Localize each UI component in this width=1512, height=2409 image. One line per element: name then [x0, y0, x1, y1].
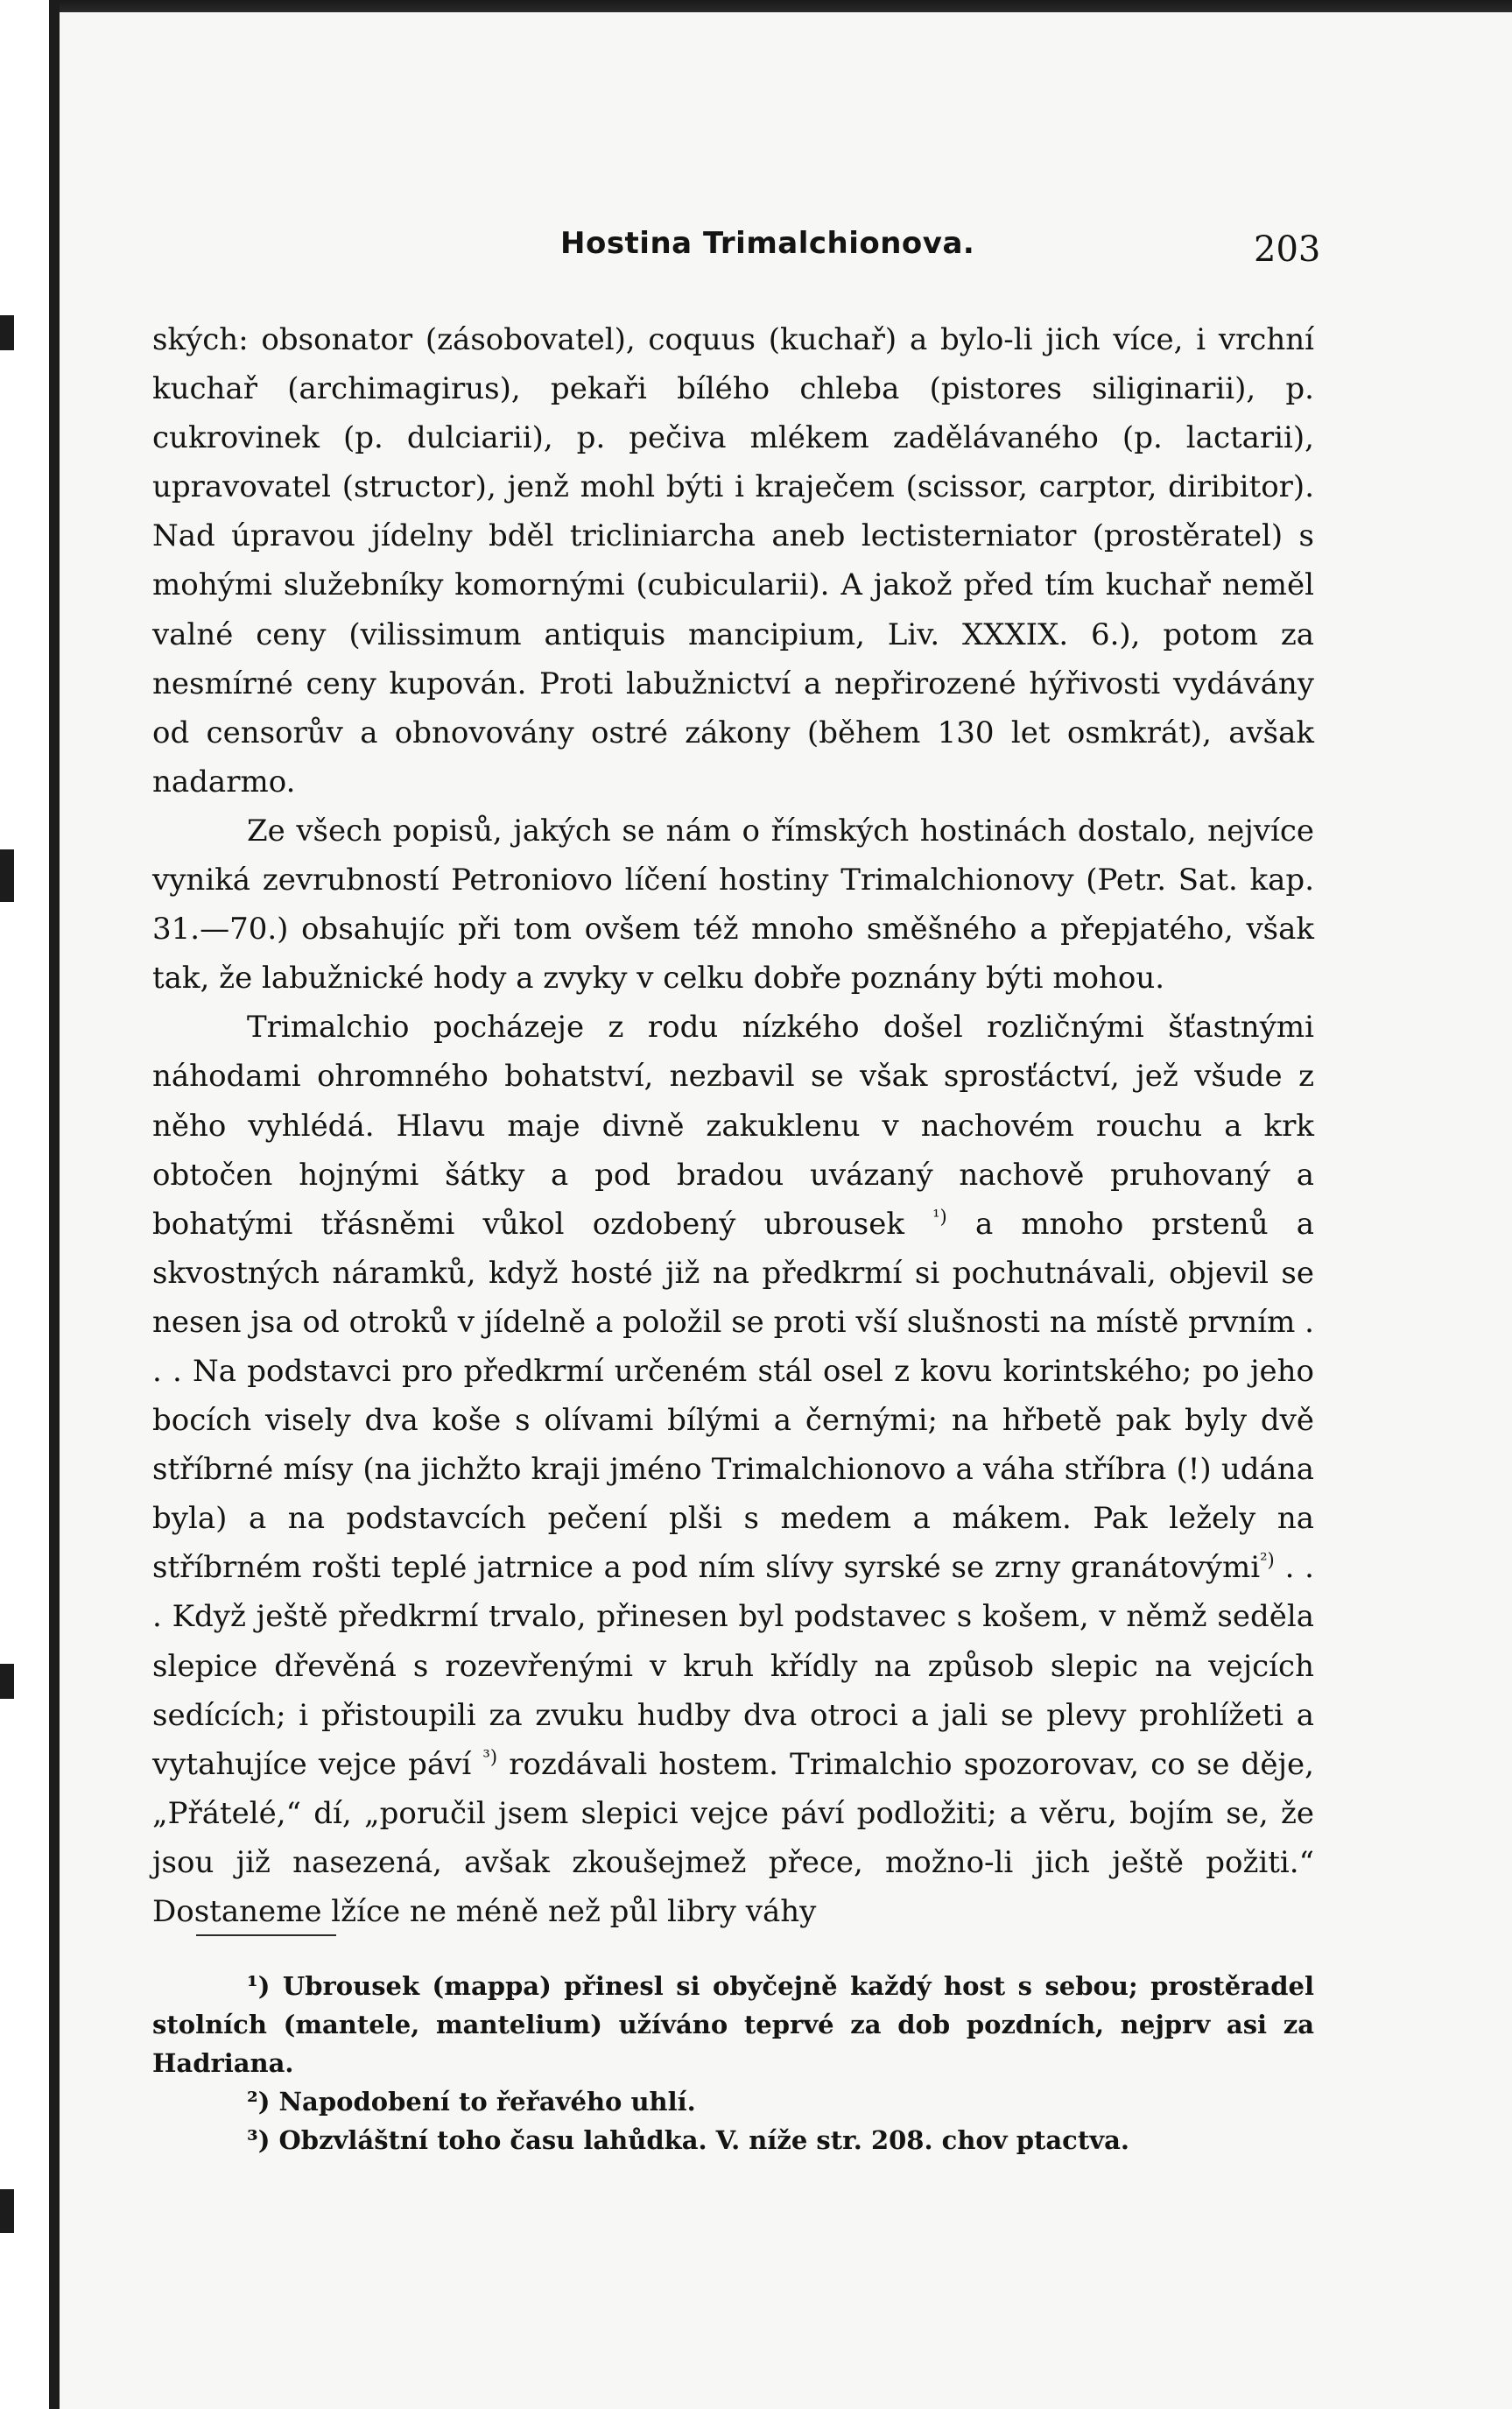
footnote-ref-2[interactable]: ²) [1260, 1549, 1275, 1572]
paragraph-2: Ze všech popisů, jakých se nám o římských hostinách dostalo, nejvíce vyniká zevrubností Petroniovo líčení hostiny Trimalchionovy (Petr. Sat. kap. 31.—70.) obsahujíc při tom ovšem též mnoho směšného a přepjatého, však tak, že labužnické hody a zvyky v celku dobře poznány býti mohou. [152, 813, 1314, 997]
footnote-ref-3[interactable]: ³) [482, 1745, 498, 1768]
page-number: 203 [1254, 229, 1321, 270]
footnote-2-text: Napodobení to řeřavého uhlí. [278, 2087, 696, 2117]
paragraph-1 [152, 315, 1314, 807]
footnote-3-text: Obzvláštní toho času lahůdka. V. níže str. 208. chov ptactva. [278, 2125, 1129, 2155]
scan-edge-mark [0, 1664, 14, 1699]
footnote-ref-1[interactable]: ¹) [932, 1205, 947, 1228]
paragraph-3-part-b: a mnoho prstenů a skvostných náramků, když hosté již na předkrmí si pochutnávali, objevil se nesen jsa od otroků v jídelně a položil se proti vší slušnosti na místě prvním . . . Na podstavci pro předkrmí určeném stál osel z kovu korintského; po jeho bocích visely dva koše s olívami bílými a černými; na hřbetě pak byly dvě stříbrné mísy (na jichžto kraji jméno Trimalchionovo a váha stříbra (!) udána byla) a na podstavcích pečení plši s medem a mákem. Pak ležely na stříbrném rošti teplé jatrnice a pod ním slívy syrské se zrny granátovými [152, 1206, 1315, 1586]
paragraph-1-prefix: s [152, 322, 168, 357]
footnote-3 [152, 2121, 1314, 2159]
paragraph-3-part-c: . . . Když ještě předkrmí trvalo, přinesen byl podstavec s košem, v němž seděla slepice dřevěná s rozevřenými v kruh křídly na způsob slepic na vejcích sedících; i přistoupili za zvuku hudby dva otroci a jali se plevy prohlížeti a vytahujíce vejce páví [152, 1550, 1314, 1782]
scan-left-margin [0, 0, 49, 2409]
running-title: Hostina Trimalchionova. [560, 226, 975, 261]
footnote-1-mark: ¹) [247, 1971, 271, 2001]
paragraph-3-part-d: rozdávali hostem. Trimalchio spozorovav, co se děje, „Přátelé,“ dí, „poručil jsem slepici vejce páví podložiti; a věru, bojím se, že jsou již nasezená, avšak zkoušejmež přece, možno-li jich ještě požiti.“ Dostaneme lžíce ne méně než půl libry váhy [152, 1746, 1314, 1929]
body-text [152, 315, 1314, 1936]
paragraph-1-text: kých: obsonator (zásobovatel), coquus (kuchař) a bylo-li jich více, i vrchní kuchař (archimagirus), pekaři bílého chleba (pistores siliginarii), p. cukrovinek (p. dulciarii), p. pečiva mlékem zadělávaného (p. lactarii), upravovatel (structor), jenž mohl býti i kraječem (scissor, carptor, diribitor). Nad úpravou jídelny bděl tricliniarcha aneb lectisterniator (prostěratel) s mohými služebníky komornými (cubicularii). A jakož před tím kuchař neměl valné ceny (vilissimum antiquis mancipium, Liv. XXXIX. 6.), potom za nesmírné ceny kupován. Proti labužnictví a nepřirozené hýřivosti vydávány od censorův a obnovovány ostré zákony (během 130 let osmkrát), avšak nadarmo. [152, 322, 1314, 799]
footnote-3-mark: ³) [247, 2125, 271, 2155]
footnote-1 [152, 1967, 1314, 2082]
paragraph-3 [152, 1003, 1314, 1936]
scan-left-edge [49, 0, 60, 2409]
footnote-2-mark: ²) [247, 2087, 271, 2117]
footnotes [152, 1967, 1314, 2159]
scan-edge-mark [0, 849, 14, 902]
footnote-1-text: Ubrousek (mappa) přinesl si obyčejně každý host s sebou; prostěradel stolních (mantele, mantelium) užíváno teprvé za dob pozdních, nejprv asi za Hadriana. [152, 1971, 1314, 2078]
scan-top-edge [0, 0, 1512, 12]
footnote-2 [152, 2082, 1314, 2121]
scan-edge-mark [0, 315, 14, 350]
footnote-divider [196, 1934, 336, 1936]
scan-edge-mark [0, 2189, 14, 2233]
paragraph-3-part-a: Trimalchio pocházeje z rodu nízkého došel rozličnými šťastnými náhodami ohromného bohatství, nezbavil se však sprosťáctví, jež všude z něho vyhlédá. Hlavu maje divně zakuklenu v nachovém rouchu a krk obtočen hojnými šátky a pod bradou uvázaný nachově pruhovaný a bohatými třásněmi vůkol ozdobený ubrousek [152, 1010, 1314, 1242]
